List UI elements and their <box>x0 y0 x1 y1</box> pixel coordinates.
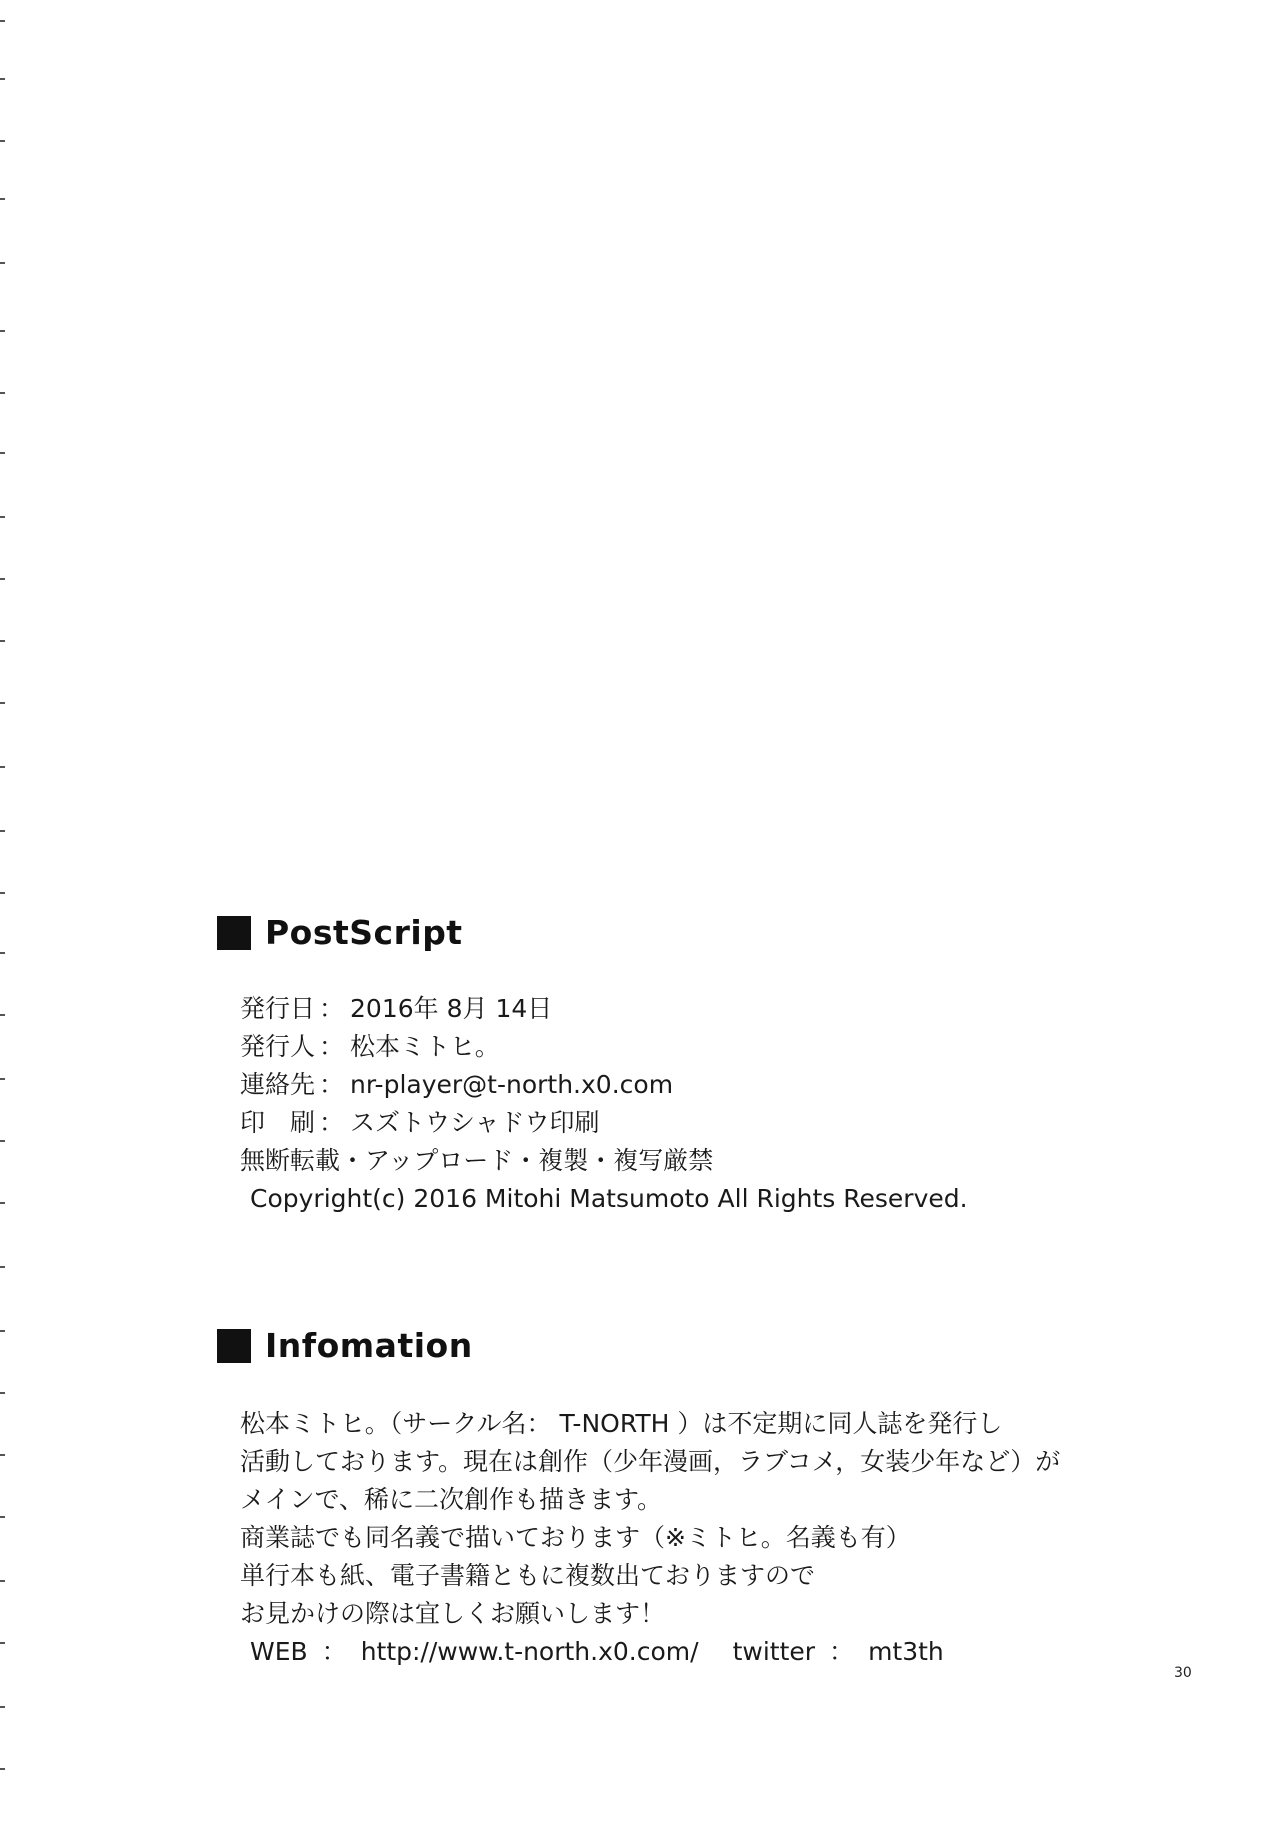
heading-square-icon <box>217 916 251 950</box>
issue-date-label: 発行日 <box>240 994 316 1023</box>
prohibition-notice: 無断転載・アップロード・複製・複写厳禁 <box>240 1146 714 1175</box>
printer-label: 印 刷 <box>240 1108 316 1137</box>
information-heading-text: Infomation <box>265 1326 473 1365</box>
postscript-heading-text: PostScript <box>265 913 463 952</box>
information-heading <box>217 1326 473 1365</box>
publisher-row <box>240 1028 968 1066</box>
colophon <box>240 990 968 1218</box>
info-line: 商業誌でも同名義で描いております（※ミトヒ。名義も有） <box>240 1523 911 1552</box>
heading-square-icon <box>217 1329 251 1363</box>
separator: ： <box>319 1070 345 1099</box>
separator: ： <box>319 1032 345 1061</box>
separator: ： <box>829 1637 855 1666</box>
web-url-link[interactable]: http://www.t-north.x0.com/ <box>360 1637 699 1666</box>
issue-date-row <box>240 990 968 1028</box>
binding-edge-marks <box>0 0 6 1824</box>
info-line: 松本ミトヒ。（サークル名： T-NORTH ）は不定期に同人誌を発行し <box>240 1409 1003 1438</box>
info-line: お見かけの際は宜しくお願いします！ <box>240 1599 666 1628</box>
printer-row <box>240 1104 968 1142</box>
issue-date-value: 2016年 8月 14日 <box>350 994 553 1023</box>
publisher-value: 松本ミトヒ。 <box>350 1032 500 1061</box>
info-line: メインで、稀に二次創作も描きます。 <box>240 1485 663 1514</box>
contact-label: 連絡先 <box>240 1070 316 1099</box>
info-line: 活動しております。現在は創作（少年漫画，ラブコメ，女装少年など）が <box>240 1447 1061 1476</box>
web-label: WEB <box>250 1637 308 1666</box>
twitter-label: twitter <box>732 1637 816 1666</box>
separator: ： <box>319 1108 345 1137</box>
web-links-row <box>240 1633 1060 1671</box>
copyright-notice: Copyright(c) 2016 Mitohi Matsumoto All Rights Reserved. <box>250 1184 968 1213</box>
contact-row <box>240 1066 968 1104</box>
information-body <box>240 1405 1060 1671</box>
publisher-label: 発行人 <box>240 1032 316 1061</box>
twitter-handle-link[interactable]: mt3th <box>868 1637 944 1666</box>
page-number: 30 <box>1174 1665 1192 1681</box>
info-line: 単行本も紙、電子書籍ともに複数出ておりますので <box>240 1561 816 1590</box>
printer-value: スズトウシャドウ印刷 <box>350 1108 600 1137</box>
separator: ： <box>319 994 345 1023</box>
contact-email: nr-player@t-north.x0.com <box>350 1070 674 1099</box>
postscript-heading <box>217 913 463 952</box>
separator: ： <box>321 1637 347 1666</box>
